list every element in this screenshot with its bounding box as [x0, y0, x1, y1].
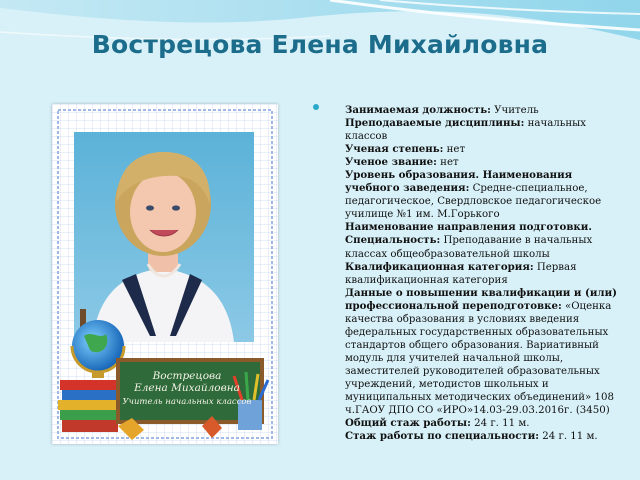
info-item: Ученая степень: нет [345, 143, 466, 156]
teacher-info-list [328, 104, 618, 443]
info-item: Квалификационная категория: Первая квалификационная категория [345, 260, 577, 286]
chalkboard-caption [118, 370, 256, 408]
bullet-icon [313, 104, 319, 110]
info-item: Наименование направления подготовки. [345, 221, 592, 234]
info-item: Ученое звание: нет [345, 156, 459, 169]
info-item: Стаж работы по специальности: 24 г. 11 м. [345, 430, 598, 443]
page-title: Вострецова Елена Михайловна [91, 30, 549, 59]
chalkboard-name-line2: Елена Михайловна [134, 382, 240, 395]
info-item: Занимаемая должность: Учитель [345, 104, 539, 116]
chalkboard-role: Учитель начальных классов [122, 397, 252, 408]
portrait-photo [52, 104, 278, 444]
info-item: Уровень образования. Наименования учебного заведения: Средне-специальное, педагогическое, Свердловское педагогическое училище №1 им. М.Горького [345, 169, 602, 221]
info-item: Данные о повышении квалификации и (или) профессиональной переподготовке: «Оценка качества образования в условиях введения федеральных государственных образовательных стандартов общего образования. Вариативный модуль для учителей начальной школы, заместителей руководителей образовательных учреждений, методистов школьных и муниципальных методических объединений» 108 ч.ГАОУ ДПО СО «ИРО»14.03-29.03.2016г. (3450) [345, 286, 617, 417]
chalkboard-name-line1: Вострецова [152, 370, 222, 382]
info-item: Преподаваемые дисциплины: начальных классов [345, 117, 586, 143]
info-item: Общий стаж работы: 24 г. 11 м. [345, 417, 530, 430]
info-item: Специальность: Преподавание в начальных классах общеобразовательной школы [345, 234, 593, 260]
